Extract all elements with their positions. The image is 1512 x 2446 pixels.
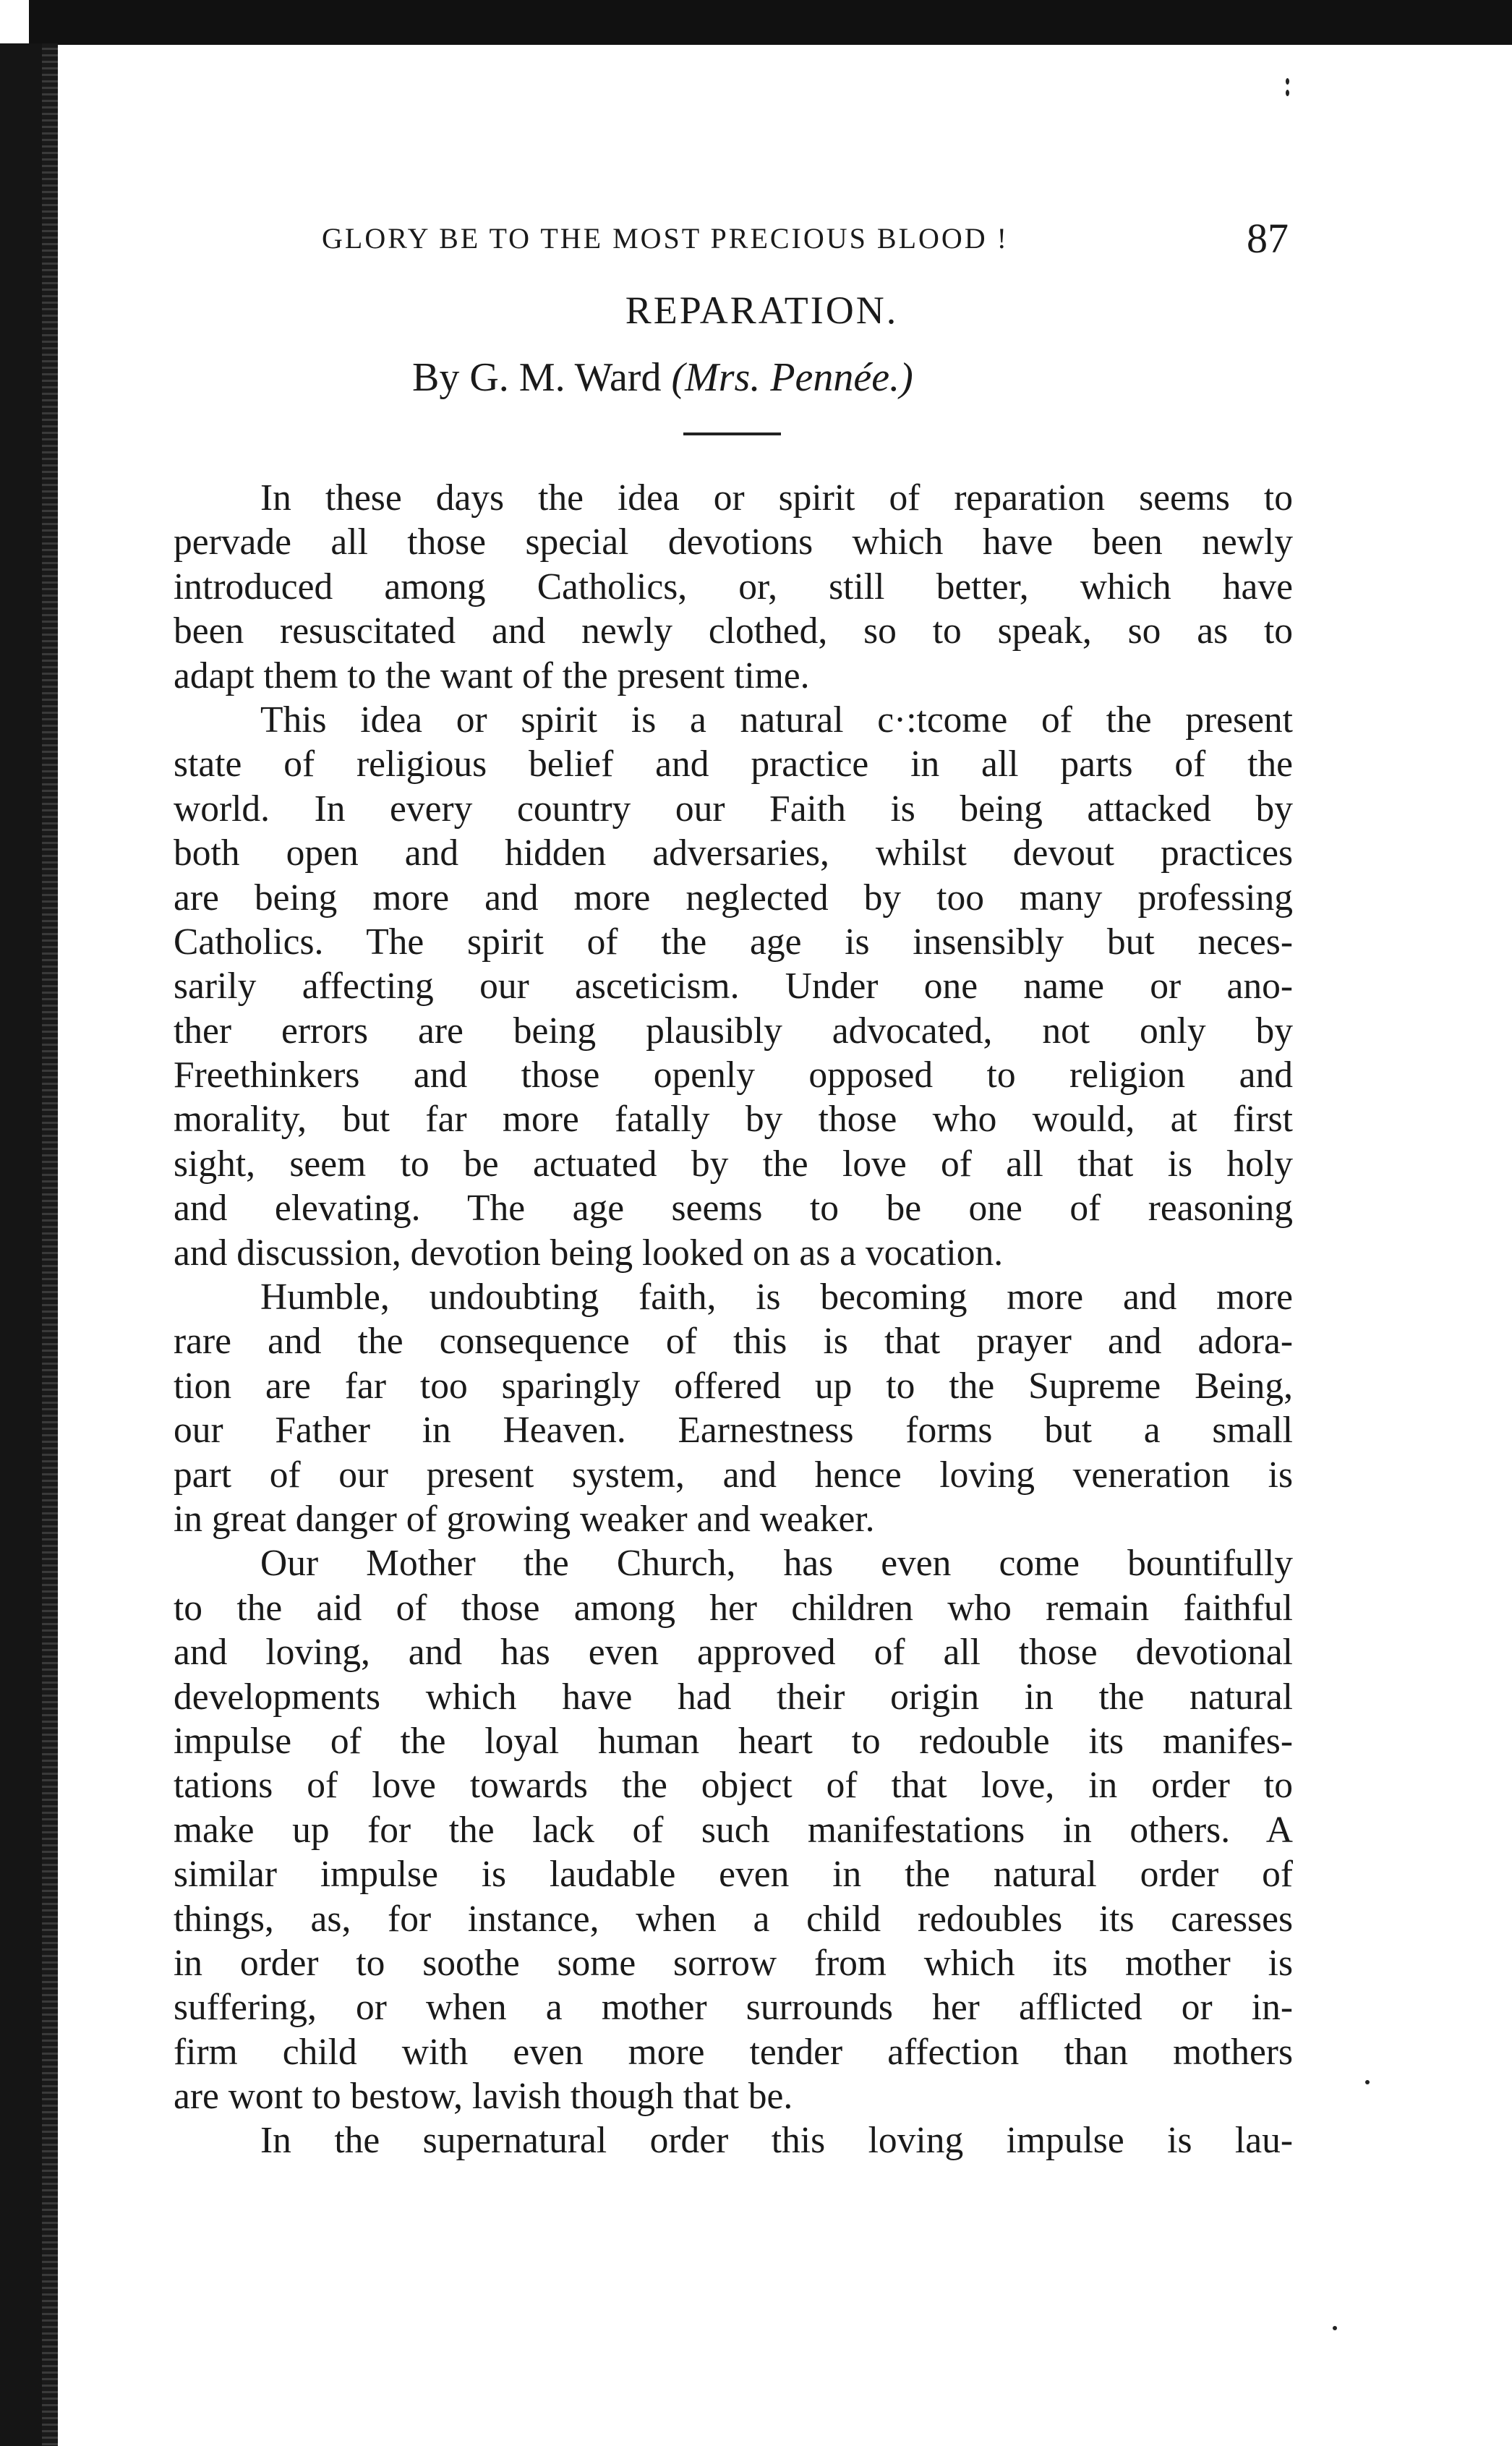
scan-speck [1365, 2080, 1370, 2084]
text-line: tion are far too sparingly offered up to the Supreme Being, [174, 1365, 1293, 1407]
text-line: similar impulse is laudable even in the natural order of [174, 1854, 1293, 1896]
text-line: our Father in Heaven. Earnestness forms but a small [174, 1410, 1293, 1452]
text-line: and loving, and has even approved of all those devotional [174, 1632, 1293, 1674]
byline-author: By G. M. Ward [412, 355, 672, 400]
text-line: morality, but far more fatally by those who would, at first [174, 1099, 1293, 1141]
text-line: ther errors are being plausibly advocated, not only by [174, 1010, 1293, 1052]
scan-speck [1286, 78, 1289, 85]
text-line: to the aid of those among her children who remain faithful [174, 1587, 1293, 1629]
text-line: firm child with even more tender affection than mothers [174, 2031, 1293, 2073]
byline [412, 354, 913, 401]
text-line: things, as, for instance, when a child redoubles its caresses [174, 1898, 1293, 1940]
text-line: developments which have had their origin in the natural [174, 1676, 1293, 1718]
text-line: pervade all those special devotions which have been newly [174, 521, 1293, 563]
article-title [0, 288, 1512, 333]
text-line: and elevating. The age seems to be one of reasoning [174, 1188, 1293, 1230]
text-line: This idea or spirit is a natural c·:tcome of the present [260, 699, 1293, 741]
text-line: state of religious belief and practice in all parts of the [174, 743, 1293, 785]
article-title-text: REPARATION. [625, 289, 899, 332]
text-line: world. In every country our Faith is being attacked by [174, 788, 1293, 830]
text-line: sight, seem to be actuated by the love of all that is holy [174, 1143, 1293, 1185]
text-line: introduced among Catholics, or, still better, which have [174, 566, 1293, 608]
text-line: and discussion, devotion being looked on as a vocation. [174, 1232, 1004, 1274]
text-line: suffering, or when a mother surrounds her afflicted or in- [174, 1987, 1293, 2029]
page-number: 87 [1247, 215, 1289, 262]
text-line: rare and the consequence of this is that prayer and adora- [174, 1321, 1293, 1363]
text-line: Catholics. The spirit of the age is insensibly but neces- [174, 921, 1293, 963]
body-text [174, 476, 1293, 2163]
text-line: sarily affecting our asceticism. Under one name or ano- [174, 966, 1293, 1007]
text-line: are being more and more neglected by too many professing [174, 877, 1293, 919]
text-line: adapt them to the want of the present time. [174, 655, 810, 696]
text-line: tations of love towards the object of that love, in order to [174, 1765, 1293, 1807]
scan-speck [1333, 2326, 1337, 2330]
text-line: in great danger of growing weaker and weaker. [174, 1498, 875, 1540]
title-rule [683, 432, 781, 435]
text-line: In these days the idea or spirit of reparation seems to [260, 477, 1293, 519]
text-line: Humble, undoubting faith, is becoming more and more [260, 1277, 1293, 1318]
byline-author-alias: (Mrs. Pennée.) [671, 355, 913, 400]
scan-speck [1286, 90, 1289, 96]
text-line: part of our present system, and hence loving veneration is [174, 1454, 1293, 1496]
text-line: both open and hidden adversaries, whilst devout practices [174, 832, 1293, 874]
text-line: In the supernatural order this loving impulse is lau- [260, 2120, 1293, 2162]
text-line: in order to soothe some sorrow from which its mother is [174, 1942, 1293, 1984]
text-line: been resuscitated and newly clothed, so to speak, so as to [174, 610, 1293, 652]
scan-top-edge [29, 0, 1512, 45]
text-line: make up for the lack of such manifestations in others. A [174, 1809, 1293, 1851]
text-line: are wont to bestow, lavish though that be. [174, 2076, 793, 2118]
text-line: Freethinkers and those openly opposed to religion and [174, 1054, 1293, 1096]
running-head: GLORY BE TO THE MOST PRECIOUS BLOOD ! [322, 222, 1009, 255]
text-line: impulse of the loyal human heart to redouble its manifes- [174, 1720, 1293, 1762]
text-line: Our Mother the Church, has even come bountifully [260, 1543, 1293, 1585]
book-binding-edge [42, 43, 58, 2446]
